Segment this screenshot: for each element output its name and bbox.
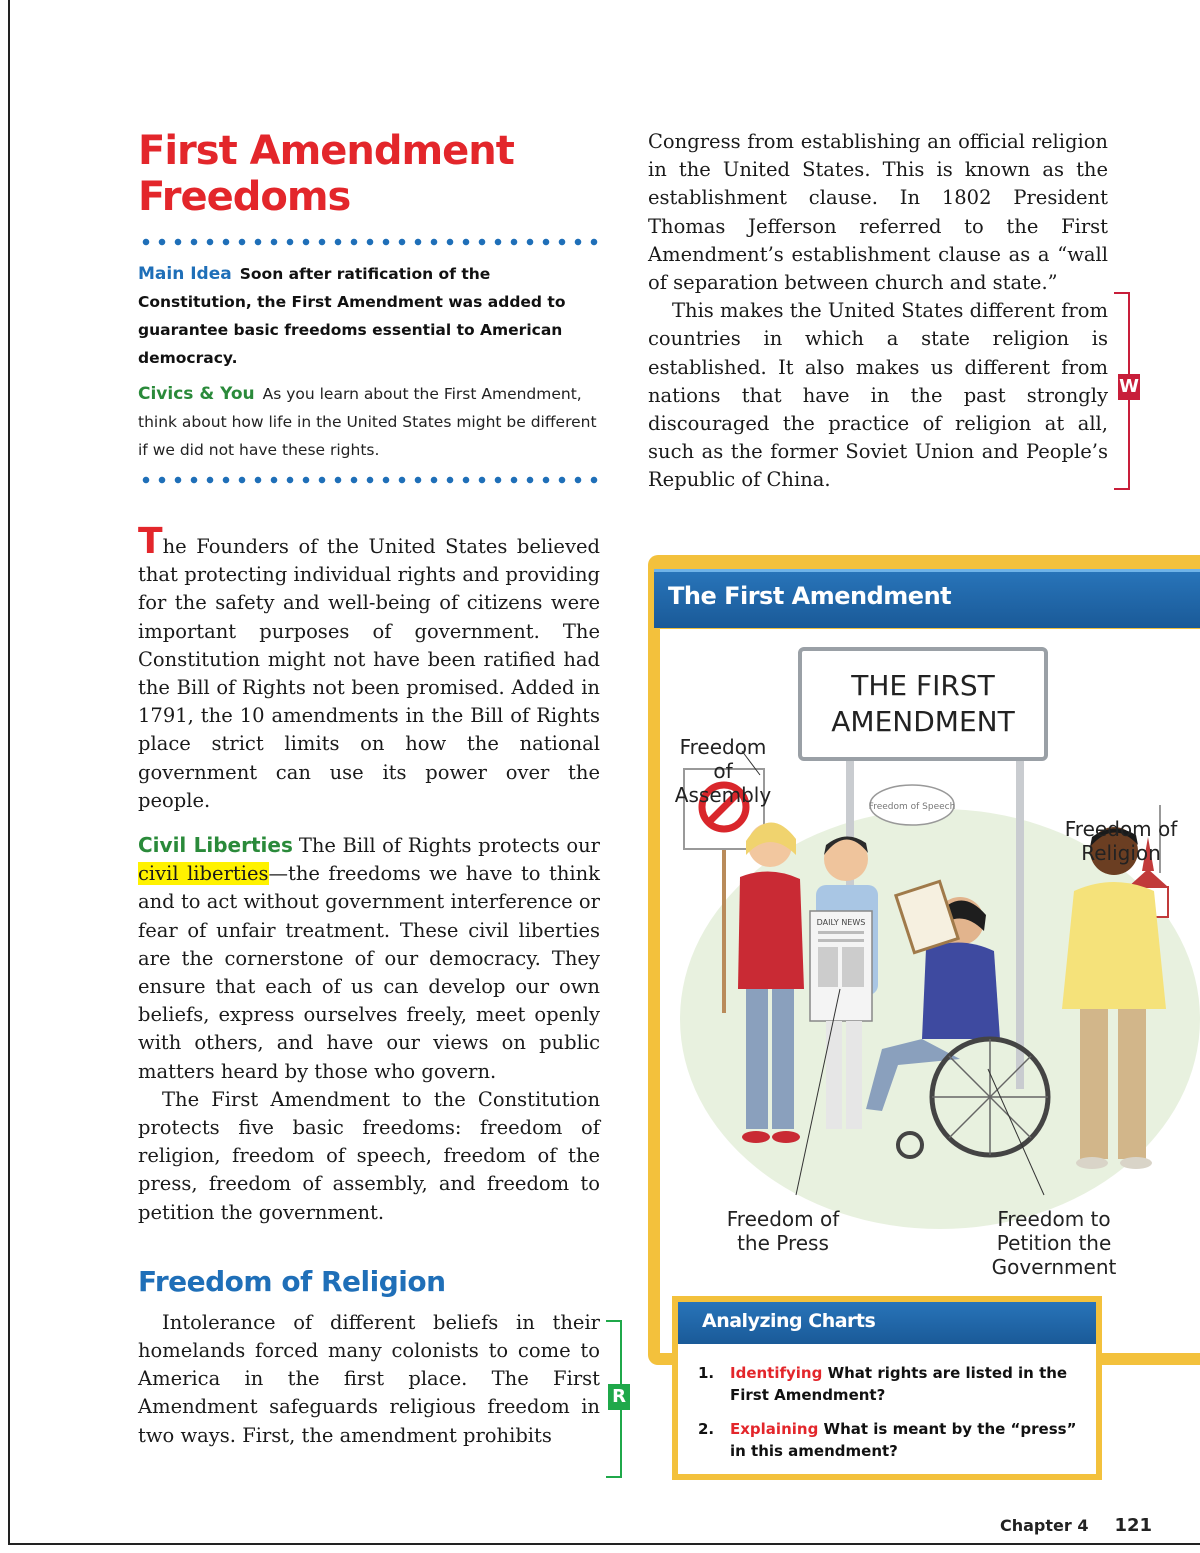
person-assembly-shoe-right [772,1131,800,1143]
paragraph-civil-liberties [138,831,600,1086]
civics-text: As you learn about the First Amendment, think about how life in the United States might be different if we did not have these rights. [138,385,597,459]
label-freedom-to-petition: Freedom to Petition the Government [991,1207,1117,1279]
chart-illustration-panel [660,629,1200,1353]
dotted-rule-bottom [138,476,600,484]
question-2-text: What is meant by the “press” in this amendment? [730,1420,1077,1460]
chapter-label: Chapter 4 [1000,1516,1089,1535]
person-religion-shoe-right [1120,1157,1152,1169]
page-number: 121 [1114,1515,1153,1536]
vocab-term-civil-liberties[interactable]: civil liberties [138,862,269,886]
person-assembly-shoe-left [742,1131,770,1143]
title-line-1: First Amendment [138,128,514,174]
question-2-skill: Explaining [730,1420,819,1438]
question-1-number: 1. [698,1364,715,1382]
analyzing-charts-title: Analyzing Charts [702,1310,876,1332]
person-press-leg-left [826,1021,842,1129]
page-footer [1000,1515,1152,1536]
person-assembly-sweater [738,871,804,989]
paragraph-establishment-clause: Congress from establishing an official religion in the United States. This is known as the establishment clause. In 1802 President Thomas Jefferson referred to the First Amendment’s establishment clause as a “wall of separation between church and state.” [648,130,1108,295]
subheading-freedom-of-religion: Freedom of Religion [138,1264,446,1298]
question-1-body [730,1362,1088,1406]
paragraph-first-amendment: The First Amendment to the Constitution protects five basic freedoms: freedom of religion, freedom of speech, freedom of the press, freedom of assembly, and freedom to petition the government. [138,1087,600,1224]
drop-cap: T [138,521,163,562]
reading-badge: R [608,1384,630,1410]
person-assembly-leg-right [772,989,794,1129]
question-2 [698,1418,1088,1462]
paragraph-intolerance: Intolerance of different beliefs in their homelands forced many colonists to come to America in the first place. The First Amendment safeguards religious freedom in two ways. First, the amendment prohibits [138,1310,600,1447]
label-freedom-of-assembly: Freedom of Assembly [674,735,772,807]
main-idea-label: Main Idea [138,264,232,284]
sign-text-line-2: AMENDMENT [831,705,1015,738]
paragraph-founders [138,521,600,815]
newspaper-column [818,947,838,987]
civil-liberties-pre: The Bill of Rights protects our [298,834,600,858]
person-press-leg-right [846,1021,862,1129]
person-assembly-leg-left [746,989,768,1129]
newspaper-line [818,931,864,934]
speech-bubble-text: Freedom of Speech [868,802,956,812]
title-line-2: Freedoms [138,174,351,220]
person-religion-leg-left [1080,1009,1108,1159]
analyzing-charts-box [672,1296,1102,1480]
chart-title: The First Amendment [668,582,952,610]
newspaper-column [842,947,864,987]
main-idea-text: Soon after ratification of the Constitution, the First Amendment was added to guarantee basic freedoms essential to American democracy. [138,265,566,367]
newspaper-line [818,939,864,942]
page-border-left [8,0,10,1545]
question-2-body [730,1418,1088,1462]
paragraph-different-countries: This makes the United States different from countries in which a state religion is established. It also makes us different from nations that have in the past strongly discouraged the practice of religion at all, such as the former Soviet Union and People’s Republic of China. [648,299,1108,492]
civil-liberties-heading: Civil Liberties [138,833,293,858]
analyzing-charts-header [678,1302,1096,1344]
person-religion-sweater [1062,882,1166,1009]
person-religion-shoe-left [1076,1157,1108,1169]
newspaper-masthead: DAILY NEWS [816,918,866,927]
civics-label: Civics & You [138,384,255,404]
main-idea [138,260,600,372]
section-title [138,128,600,220]
paragraph-founders-text: he Founders of the United States believed that protecting individual rights and providing for the safety and well-being of citizens were important purposes of government. The Constitution might not have been ratified had the Bill of Rights not been promised. Added in 1791, the 10 amendments in the Bill of Rights place strict limits on how the national government can use its power over the people. [138,535,600,812]
amendment-sign [800,649,1046,759]
person-petition-sweater [922,942,1000,1039]
protest-sign-stick [722,843,726,1013]
question-1 [698,1362,1088,1406]
page-border-bottom [8,1543,1200,1545]
civil-liberties-post: —the freedoms we have to think and to act without government interference or fear of unfair treatment. These civil liberties are the cornerstone of our democracy. They ensure that each of us can develop our own beliefs, express ourselves freely, meet openly with others, and have our views on public matters heard by those who govern. [138,862,600,1083]
person-religion-leg-right [1118,1009,1146,1159]
sign-text-line-1: THE FIRST [851,669,995,702]
question-2-number: 2. [698,1420,715,1438]
civics-and-you [138,380,600,464]
question-1-skill: Identifying [730,1364,823,1382]
label-freedom-of-religion: Freedom of Religion [1064,817,1178,865]
chart-header [654,569,1200,628]
writing-badge: W [1118,374,1140,400]
left-column [138,128,600,1450]
question-1-text: What rights are listed in the First Amendment? [730,1364,1068,1404]
dotted-rule-top [138,238,600,246]
first-amendment-chart [648,555,1200,1365]
label-freedom-of-the-press: Freedom of the Press [726,1207,840,1255]
right-column [648,128,1108,495]
sign-post-right [1016,709,1024,1089]
